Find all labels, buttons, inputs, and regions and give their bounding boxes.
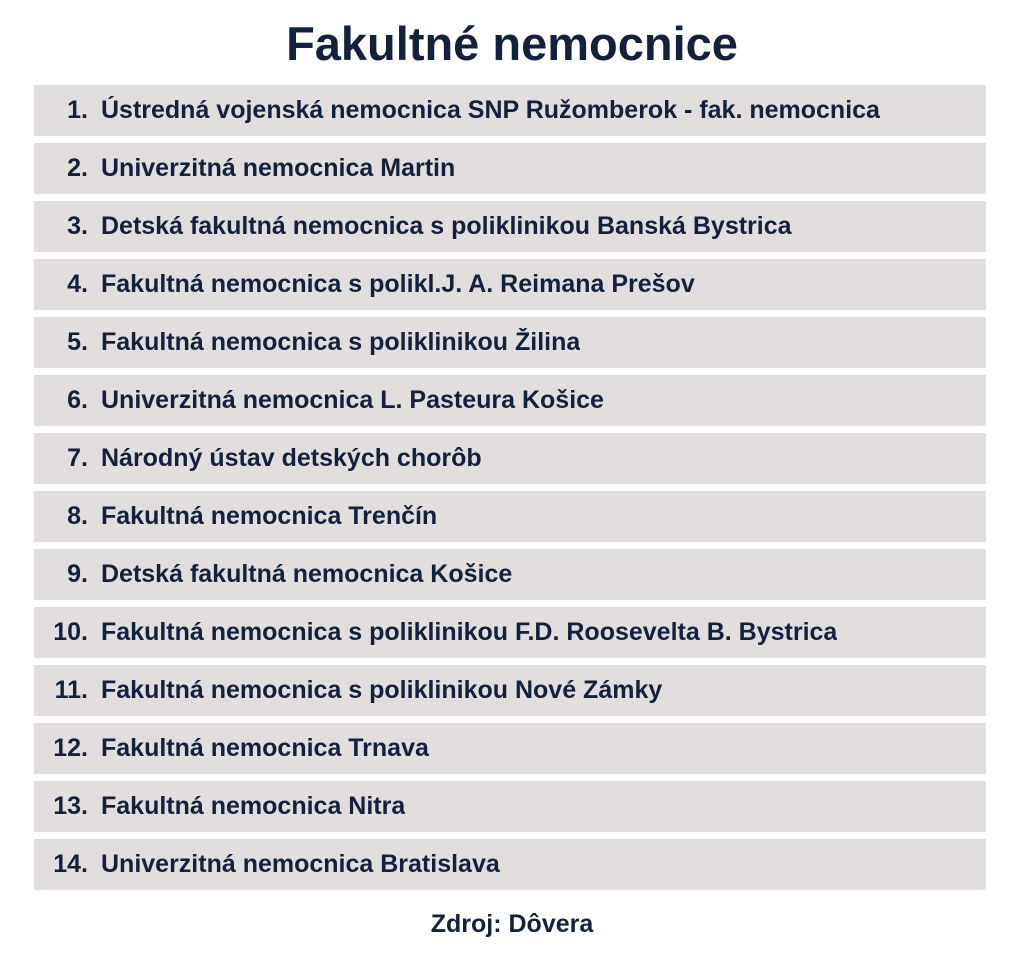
list-item — [34, 781, 986, 832]
item-number: 3. — [67, 212, 88, 240]
item-number: 11. — [54, 676, 88, 704]
item-number: 12. — [53, 734, 88, 762]
item-name: Fakultná nemocnica s polikl.J. A. Reimana Prešov — [101, 270, 695, 298]
item-name: Detská fakultná nemocnica s poliklinikou Banská Bystrica — [101, 212, 792, 240]
item-name: Univerzitná nemocnica L. Pasteura Košice — [101, 386, 604, 414]
item-name: Národný ústav detských chorôb — [101, 444, 482, 472]
item-name: Fakultná nemocnica s poliklinikou Nové Zámky — [101, 676, 663, 704]
list-item — [34, 259, 986, 310]
item-number: 5. — [67, 328, 88, 356]
list-item — [34, 665, 986, 716]
list-item — [34, 549, 986, 600]
item-number: 10. — [53, 618, 88, 646]
item-number: 2. — [67, 154, 88, 182]
list-item — [34, 433, 986, 484]
item-name: Univerzitná nemocnica Martin — [101, 154, 456, 182]
item-name: Fakultná nemocnica s poliklinikou Žilina — [101, 328, 581, 356]
item-number: 1. — [67, 96, 88, 124]
list-item — [34, 723, 986, 774]
item-name: Fakultná nemocnica s poliklinikou F.D. Roosevelta B. Bystrica — [101, 618, 838, 646]
item-number: 4. — [67, 270, 88, 298]
list-item — [34, 607, 986, 658]
list-item — [34, 201, 986, 252]
item-name: Fakultná nemocnica Trenčín — [101, 502, 438, 530]
source-note: Zdroj: Dôvera — [430, 910, 594, 938]
item-name: Detská fakultná nemocnica Košice — [101, 560, 513, 588]
item-name: Univerzitná nemocnica Bratislava — [101, 850, 500, 878]
list-item — [34, 317, 986, 368]
item-number: 13. — [53, 792, 88, 820]
hospital-list — [34, 85, 986, 897]
item-number: 9. — [67, 560, 88, 588]
list-item — [34, 85, 986, 136]
list-item — [34, 839, 986, 890]
list-item — [34, 143, 986, 194]
list-item — [34, 375, 986, 426]
item-name: Fakultná nemocnica Nitra — [101, 792, 406, 820]
item-number: 8. — [67, 502, 88, 530]
item-number: 14. — [53, 850, 88, 878]
item-name: Fakultná nemocnica Trnava — [101, 734, 429, 762]
list-item — [34, 491, 986, 542]
item-name: Ústredná vojenská nemocnica SNP Ružomberok - fak. nemocnica — [101, 96, 880, 124]
page-title: Fakultné nemocnice — [286, 17, 738, 70]
item-number: 6. — [67, 386, 88, 414]
item-number: 7. — [67, 444, 88, 472]
